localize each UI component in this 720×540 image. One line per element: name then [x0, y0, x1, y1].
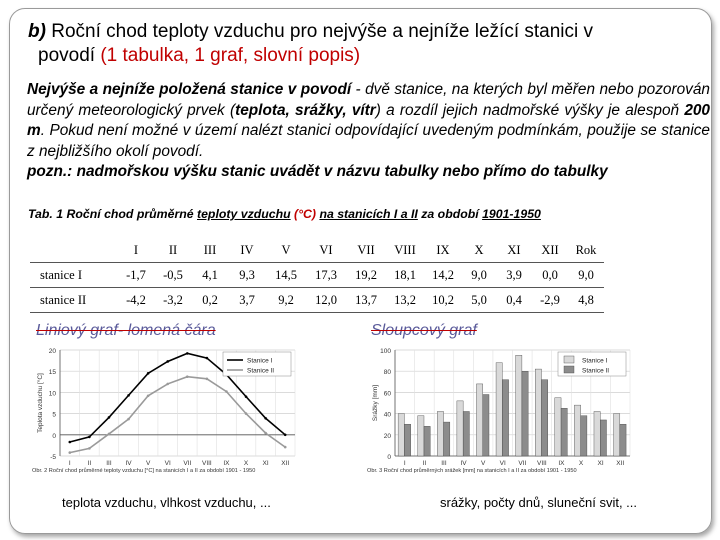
data-point: [245, 412, 248, 415]
table-cell: 5,0: [462, 288, 496, 313]
x-tick-label: VI: [164, 460, 171, 467]
table-cell: 13,2: [386, 288, 424, 313]
table-cell: 9,0: [462, 263, 496, 288]
table-cell: 0,2: [192, 288, 228, 313]
table-cell: -2,9: [532, 288, 568, 313]
table-cell: 18,1: [386, 263, 424, 288]
bar: [398, 414, 404, 456]
y-axis-label: Teplota vzduchu [°C]: [37, 373, 44, 433]
y-tick-label: 100: [380, 348, 391, 355]
data-point: [225, 390, 228, 393]
x-tick-label: IX: [558, 460, 565, 467]
data-point: [264, 417, 267, 420]
bar: [424, 426, 430, 456]
line-chart-panel: [30, 318, 320, 476]
data-point: [264, 432, 267, 435]
table-header-row: [30, 238, 604, 263]
data-point: [127, 394, 130, 397]
bar: [594, 411, 600, 456]
y-axis-label: Srážky [mm]: [372, 384, 379, 422]
data-point: [68, 451, 71, 454]
bar: [516, 355, 522, 456]
line-chart-examples: teplota vzduchu, vlhkost vzduchu, ...: [62, 495, 271, 510]
bar: [574, 405, 580, 456]
table-cell: 13,7: [346, 288, 386, 313]
table-header-cell: X: [462, 238, 496, 263]
data-point: [127, 418, 130, 421]
x-tick-label: VII: [183, 460, 192, 467]
data-point: [108, 416, 111, 419]
bar-chart-panel: [365, 318, 655, 476]
data-point: [166, 360, 169, 363]
line-chart-title-text: Liniový graf- lomená čára: [36, 322, 216, 339]
para-elements: teplota, srážky, vítr: [235, 101, 376, 119]
table-cell: -4,2: [118, 288, 154, 313]
x-tick-label: III: [441, 460, 447, 467]
data-point: [284, 446, 287, 449]
bar: [555, 398, 561, 456]
table-cell: 3,9: [496, 263, 532, 288]
para-body-3: . Pokud není možné v území nalézt stanici odpovídající uvedeným podmínkám, použije se stanice z nejbližšího okolí povodí.: [27, 122, 710, 160]
table-header-cell: XII: [532, 238, 568, 263]
bar: [614, 414, 620, 456]
table-cell: 4,8: [568, 288, 604, 313]
data-point: [68, 441, 71, 444]
x-tick-label: I: [403, 460, 406, 467]
data-point: [147, 372, 150, 375]
bar: [522, 371, 528, 456]
bar: [437, 411, 443, 456]
y-tick-label: 20: [48, 348, 56, 355]
bar-chart-title: [371, 322, 477, 340]
caption-period: 1901-1950: [482, 207, 541, 221]
caption-part: za období: [417, 207, 483, 221]
data-point: [186, 352, 189, 355]
y-tick-label: 5: [52, 411, 56, 419]
x-tick-label: II: [87, 460, 92, 467]
table-header-cell: IV: [228, 238, 266, 263]
x-tick-label: X: [578, 460, 584, 467]
y-tick-label: 20: [383, 432, 391, 440]
table-header-cell: VI: [306, 238, 346, 263]
x-tick-label: XI: [597, 460, 604, 467]
x-tick-label: VI: [499, 460, 506, 467]
x-tick-label: V: [145, 460, 151, 467]
table-header-cell: VII: [346, 238, 386, 263]
x-tick-label: IV: [460, 460, 467, 467]
description-paragraph: [27, 80, 710, 183]
legend-swatch: [564, 356, 574, 363]
x-tick-label: IV: [125, 460, 132, 467]
x-tick-label: II: [422, 460, 427, 467]
data-point: [245, 395, 248, 398]
heading-text-2: povodí: [38, 45, 96, 66]
table-row-header: stanice I: [30, 263, 118, 288]
data-point: [88, 447, 91, 450]
table-cell: 4,1: [192, 263, 228, 288]
bar-chart-examples: srážky, počty dnů, sluneční svit, ...: [440, 495, 638, 510]
legend-swatch: [564, 366, 574, 373]
y-tick-label: 60: [383, 390, 391, 398]
table-cell: 14,2: [424, 263, 462, 288]
table-cell: 10,2: [424, 288, 462, 313]
data-point: [206, 378, 209, 381]
x-tick-label: VIII: [201, 460, 212, 467]
bar: [502, 380, 508, 456]
legend-label: Stanice II: [582, 367, 610, 375]
table-header-cell: I: [118, 238, 154, 263]
y-tick-label: 0: [52, 432, 56, 440]
legend-label: Stanice I: [247, 357, 273, 365]
bar-chart-title-text: Sloupcový graf: [371, 322, 477, 339]
y-tick-label: 80: [383, 369, 391, 377]
bar: [444, 422, 450, 456]
x-tick-label: XII: [281, 460, 290, 467]
table-cell: 17,3: [306, 263, 346, 288]
y-tick-label: 40: [383, 411, 391, 419]
bar: [457, 401, 463, 456]
y-tick-label: 10: [48, 390, 56, 398]
data-point: [186, 375, 189, 378]
x-tick-label: VIII: [536, 460, 547, 467]
table-row: [30, 263, 604, 288]
heading-text: Roční chod teploty vzduchu pro nejvýše a nejníže ležící stanici v: [45, 21, 594, 42]
table-header-cell: Rok: [568, 238, 604, 263]
para-body-1: - dvě stanice, na kterých byl měřen nebo pozorován určený meteorologický prvek (: [27, 81, 710, 119]
table-cell: 14,5: [266, 263, 306, 288]
table-header-cell: IX: [424, 238, 462, 263]
bar-chart: [365, 318, 655, 476]
bar: [620, 424, 626, 456]
table-cell: 0,0: [532, 263, 568, 288]
data-point: [147, 394, 150, 397]
slide-heading: [28, 20, 698, 68]
table-header-cell: XI: [496, 238, 532, 263]
x-tick-label: VII: [518, 460, 527, 467]
table-cell: 19,2: [346, 263, 386, 288]
y-tick-label: -5: [50, 454, 56, 461]
x-tick-label: XI: [262, 460, 269, 467]
table-header-cell: III: [192, 238, 228, 263]
bar: [561, 408, 567, 456]
x-tick-label: IX: [223, 460, 230, 467]
caption-unit: (°C): [290, 207, 317, 221]
x-tick-label: I: [68, 460, 71, 467]
table-header-cell: VIII: [386, 238, 424, 263]
table-caption: [28, 207, 541, 221]
bar: [541, 380, 547, 456]
chart-footer: Obr. 2 Roční chod průměrné teploty vzduchu [°C] na stanicích I a II za období 1901 - 1950: [32, 468, 256, 474]
para-value: 200 m: [27, 101, 710, 139]
table-row-header: stanice II: [30, 288, 118, 313]
bar: [600, 420, 606, 456]
caption-part: teploty vzduchu: [197, 207, 291, 221]
table-cell: 12,0: [306, 288, 346, 313]
line-chart: [30, 318, 320, 476]
bar: [581, 416, 587, 456]
y-tick-label: 0: [387, 454, 391, 461]
x-tick-label: V: [480, 460, 486, 467]
para-body-2: ) a rozdíl jejich nadmořské výšky je alespoň: [375, 101, 685, 119]
bar: [463, 411, 469, 456]
line-chart-title: [36, 322, 216, 340]
table-cell: -1,7: [118, 263, 154, 288]
table-cell: -3,2: [154, 288, 192, 313]
chart-footer: Obr. 3 Roční chod průměrných srážek [mm] na stanicích I a II za období 1901 - 1950: [367, 468, 577, 474]
table-cell: 0,4: [496, 288, 532, 313]
para-lead: Nejvýše a nejníže položená stanice v povodí: [27, 81, 352, 98]
bar: [535, 369, 541, 456]
para-note: pozn.: nadmořskou výšku stanic uvádět v názvu tabulky nebo přímo do tabulky: [27, 163, 608, 180]
legend-label: Stanice I: [582, 357, 608, 365]
heading-prefix: b): [28, 21, 46, 42]
x-tick-label: III: [106, 460, 112, 467]
data-point: [88, 436, 91, 439]
data-point: [166, 383, 169, 386]
table-cell: 9,3: [228, 263, 266, 288]
legend-label: Stanice II: [247, 367, 275, 375]
x-tick-label: X: [243, 460, 249, 467]
table-cell: 3,7: [228, 288, 266, 313]
table-header-cell: [30, 238, 118, 263]
table-cell: -0,5: [154, 263, 192, 288]
x-tick-label: XII: [616, 460, 625, 467]
table-cell: 9,2: [266, 288, 306, 313]
bar: [496, 363, 502, 456]
heading-red-note: (1 tabulka, 1 graf, slovní popis): [95, 45, 361, 66]
table-cell: 9,0: [568, 263, 604, 288]
caption-part: Tab. 1 Roční chod průměrné: [28, 207, 197, 221]
bar: [418, 416, 424, 456]
bar: [483, 395, 489, 456]
data-point: [206, 357, 209, 360]
temperature-table: [30, 238, 604, 313]
data-point: [108, 433, 111, 436]
bar: [476, 384, 482, 456]
data-point: [284, 434, 287, 437]
y-tick-label: 15: [48, 369, 56, 377]
table-header-cell: V: [266, 238, 306, 263]
table-row: [30, 288, 604, 313]
table-header-cell: II: [154, 238, 192, 263]
caption-part: na stanicích I a II: [319, 207, 418, 221]
bar: [404, 424, 410, 456]
